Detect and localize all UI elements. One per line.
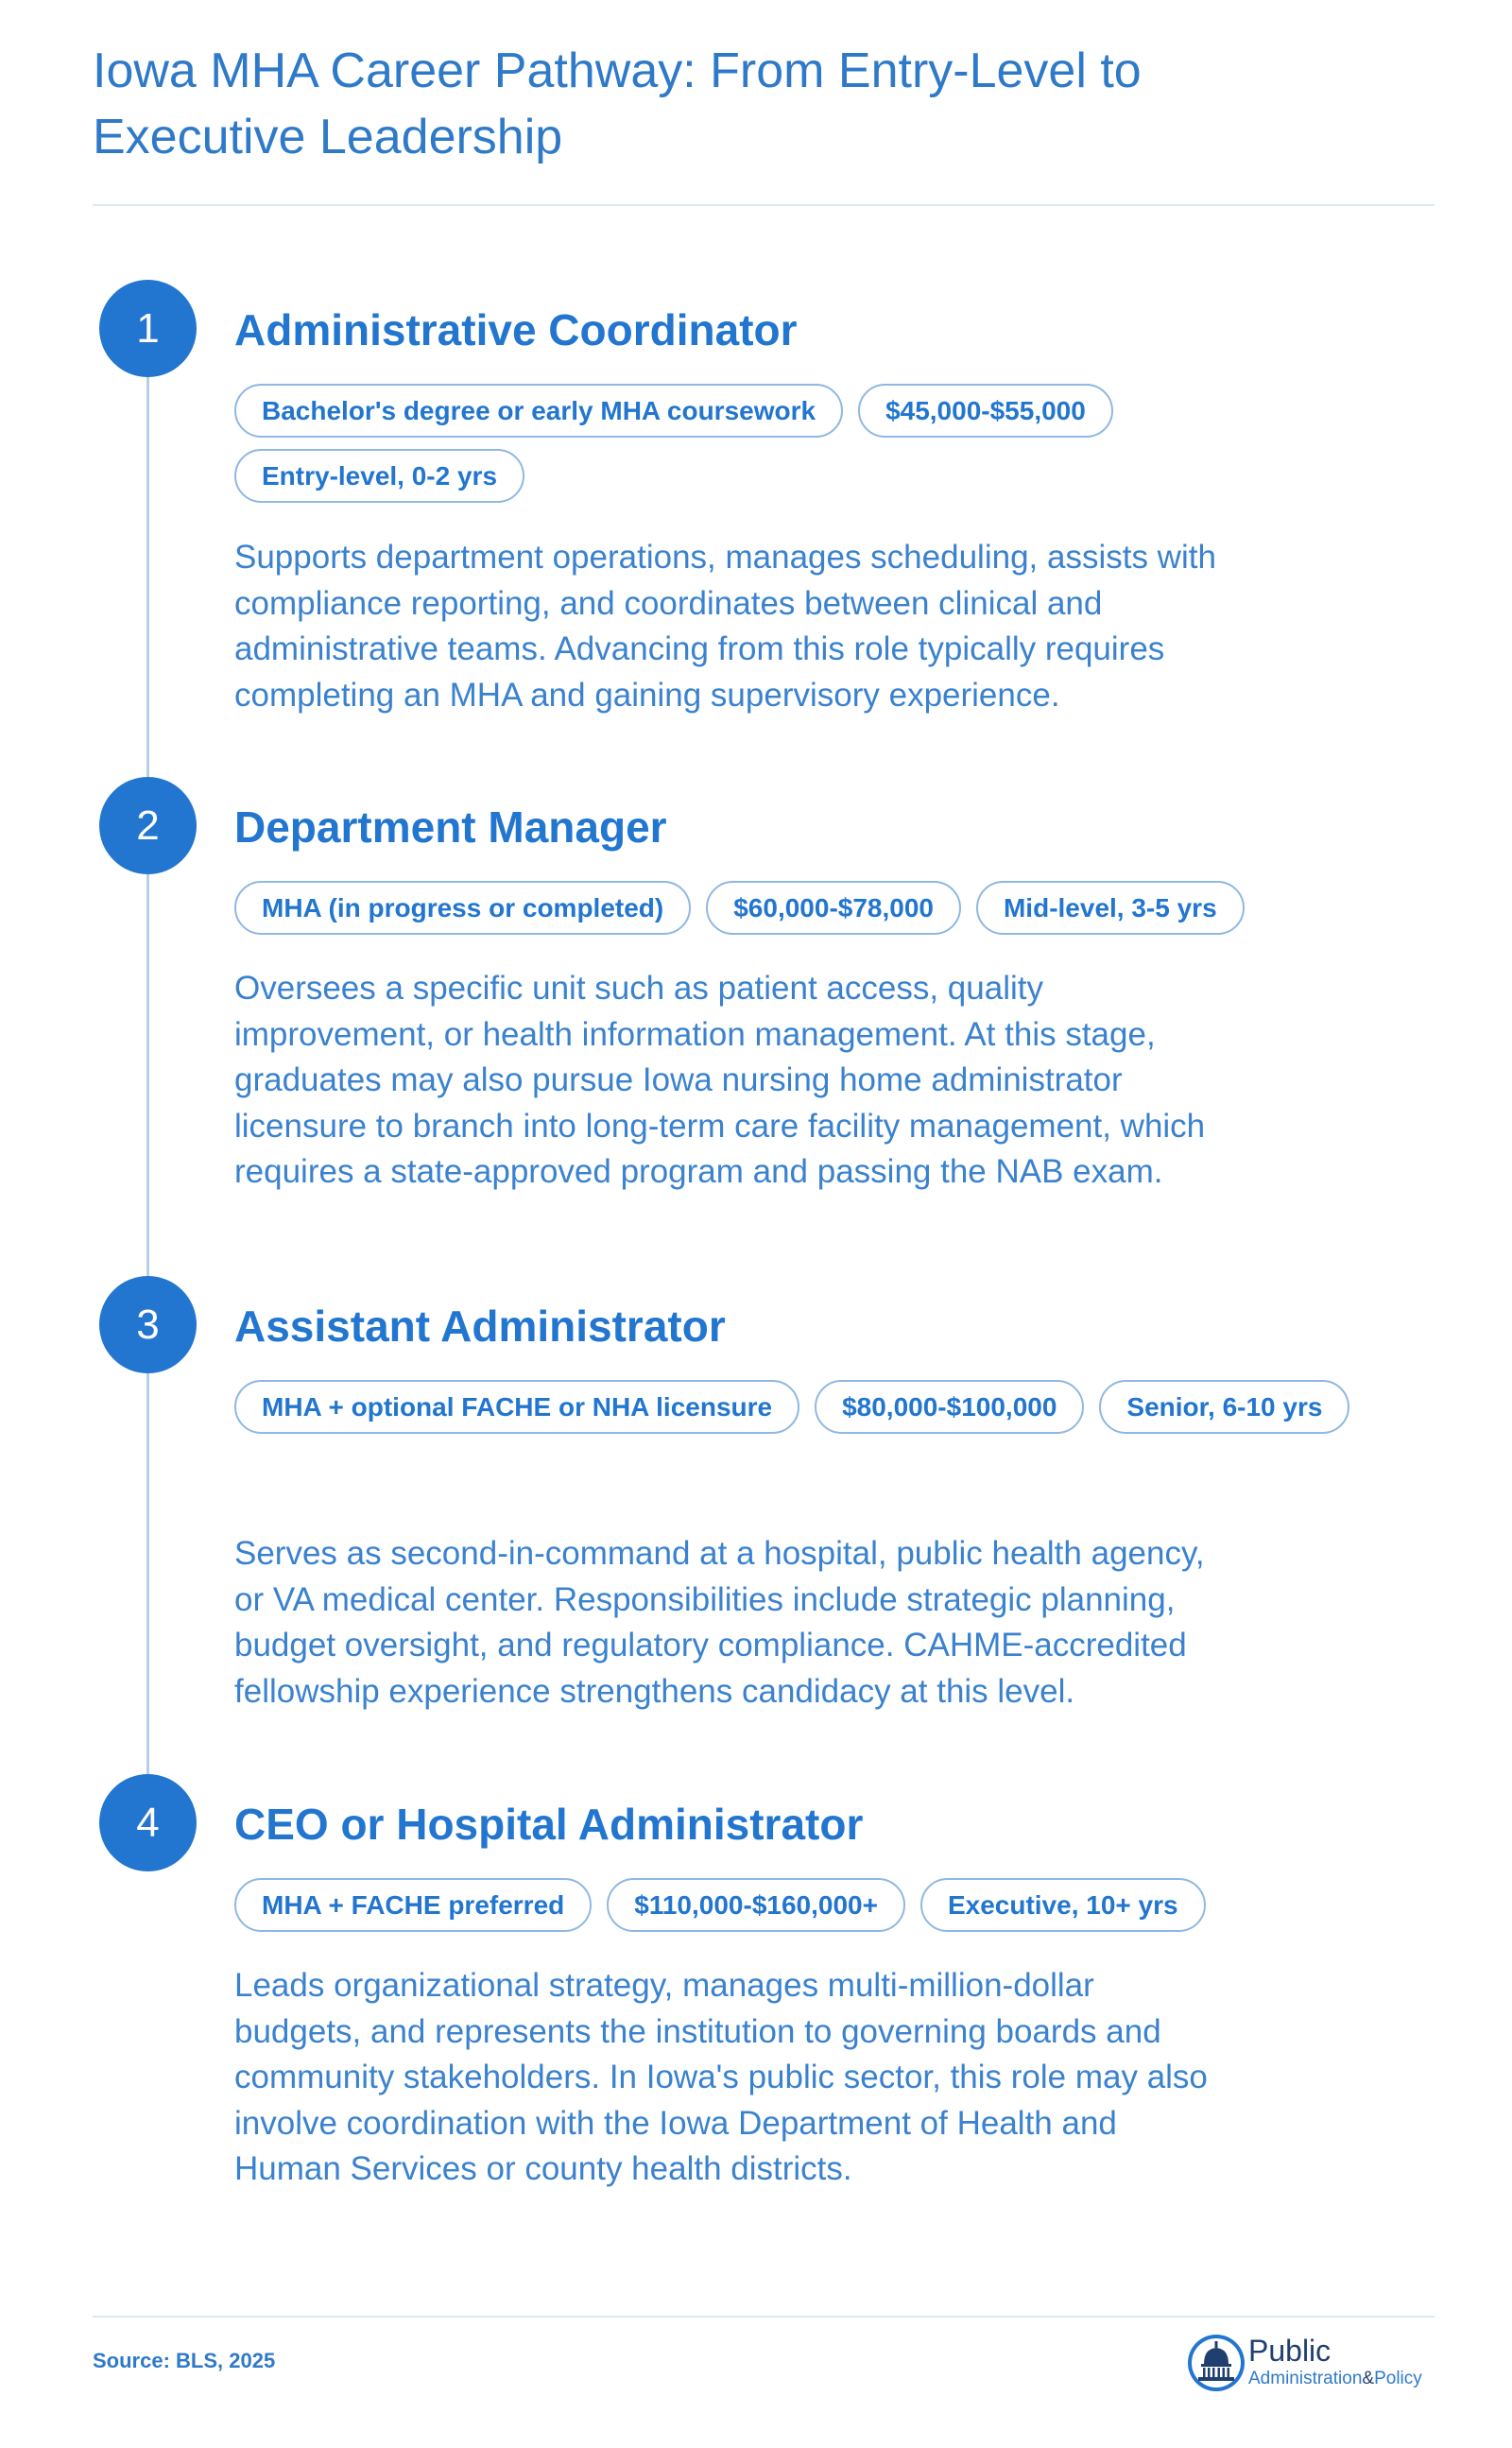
source-note: Source: BLS, 2025 [93, 2349, 276, 2372]
step-title: Administrative Coordinator [234, 305, 798, 354]
step-title: Assistant Administrator [234, 1302, 726, 1351]
step-tags [234, 1380, 1397, 1434]
salary-tag: $110,000-$160,000+ [607, 1878, 905, 1932]
experience-tag: Mid-level, 3-5 yrs [976, 881, 1245, 935]
salary-tag: $80,000-$100,000 [815, 1380, 1084, 1434]
experience-tag: Senior, 6-10 yrs [1099, 1380, 1349, 1434]
logo-name: Public [1248, 2334, 1332, 2368]
page-title: Iowa MHA Career Pathway: From Entry-Level to Executive Leadership [93, 43, 1142, 164]
capitol-dome-icon [1186, 2333, 1246, 2393]
step-title: Department Manager [234, 802, 667, 852]
step-number-badge: 3 [99, 1276, 197, 1373]
step-description: Oversees a specific unit such as patient access, quality improvement, or health information management. At this stage, graduates may also pursue Iowa nursing home administrator licensure to branch into long-term care facility management, which requires a state-approved program and passing the NAB exam. [234, 970, 1206, 1190]
step-number-badge: 1 [99, 280, 197, 377]
experience-tag: Executive, 10+ yrs [920, 1878, 1206, 1932]
logo-sub-left: Administration [1248, 2369, 1363, 2388]
step-description: Leads organizational strategy, manages multi-million-dollar budgets, and represents the institution to governing boards and community stakeholders. In Iowa's public sector, this role may also involve coordination with the Iowa Department of Health and Human Services or county health districts. [234, 1967, 1208, 2187]
header-divider [93, 204, 1435, 206]
step-title: CEO or Hospital Administrator [234, 1800, 864, 1849]
education-tag: MHA (in progress or completed) [234, 881, 691, 935]
footer-divider [93, 2316, 1435, 2318]
logo-sub-right: Policy [1374, 2369, 1422, 2388]
education-tag: Bachelor's degree or early MHA coursework [234, 384, 843, 438]
experience-tag: Entry-level, 0-2 yrs [234, 449, 524, 503]
brand-logo [1186, 2333, 1432, 2399]
salary-tag: $45,000-$55,000 [858, 384, 1113, 438]
step-tags [234, 881, 1397, 935]
logo-subtitle [1248, 2369, 1422, 2389]
step-tags [234, 1878, 1397, 1932]
step-description: Supports department operations, manages scheduling, assists with compliance reporting, and coordinates between clinical and administrative teams. Advancing from this role typically requires completing an MHA and gaining supervisory experience. [234, 539, 1216, 714]
salary-tag: $60,000-$78,000 [706, 881, 961, 935]
logo-ampersand: & [1362, 2369, 1375, 2388]
education-tag: MHA + FACHE preferred [234, 1878, 592, 1932]
timeline-line [146, 331, 149, 1834]
step-tags [234, 384, 1397, 503]
step-number-badge: 2 [99, 777, 197, 874]
step-description: Serves as second-in-command at a hospital, public health agency, or VA medical center. Responsibilities include strategic planning, budget oversight, and regulatory compliance. CAHME-accredited fellowship experience strengthens candidacy at this level. [234, 1535, 1205, 1710]
step-number-badge: 4 [99, 1774, 197, 1871]
education-tag: MHA + optional FACHE or NHA licensure [234, 1380, 799, 1434]
